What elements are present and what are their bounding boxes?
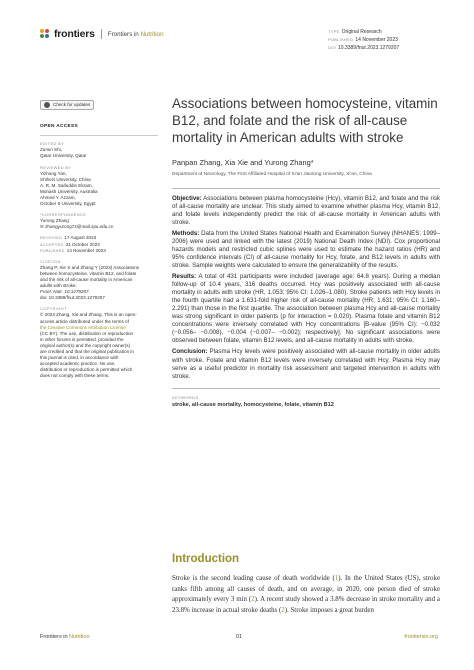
copyright-label: COPYRIGHT	[40, 306, 67, 312]
check-for-updates-label: Check for updates	[53, 102, 91, 107]
open-access-label: OPEN ACCESS	[40, 124, 79, 130]
introduction-heading: Introduction	[172, 553, 240, 565]
reference-link[interactable]: 2	[281, 606, 285, 614]
page-header	[40, 28, 438, 52]
article-authors: Panpan Zhang, Xia Xie and Yurong Zhang*	[172, 157, 314, 167]
article-doi: DOI 10.3389/fnut.2023.1279207	[328, 45, 400, 51]
page-number: 01	[235, 634, 243, 640]
reviewed-by-lines: Yizhong Yan, Shihezi University, China A. R. M. Saifuddin Ekram, Monash University, Australia Ahmed Y. Azzam, October 6 University, Egypt	[40, 170, 98, 207]
article-sidebar	[40, 100, 158, 380]
citation-label: CITATION	[40, 258, 61, 264]
article-type: TYPE Original Research	[328, 29, 382, 35]
abstract-objective: Objective: Associations between plasma homocysteine (Hcy), vitamin B12, and folate and the risk of all-cause mortality are unclear. This study aimed to examine whether plasma Hcy, vitamin B12, and folate levels independently predict the risk of all-cause mortality in American adults with stroke.	[172, 194, 440, 226]
keywords-divider	[172, 388, 440, 389]
reference-link[interactable]: 2	[251, 596, 255, 604]
correspondence-label: *CORRESPONDENCE	[40, 212, 87, 218]
introduction-text: Stroke is the second leading cause of death worldwide (1). In the United States (US), stroke ranks fifth among all causes of death, and on average, in 2020, one person died of stroke approximately every 3 min (2). A recent study showed a 3.8% decrease in stroke mortality and a 23.8% increase in actual stroke deaths (2). Stroke imposes a great burden	[172, 575, 441, 614]
page-footer	[40, 634, 438, 646]
update-check-icon	[44, 102, 50, 108]
article-dates: RECEIVED 17 August 2023 ACCEPTED 31 October 2023 PUBLISHED 14 November 2023	[40, 235, 106, 253]
edited-by-label: EDITED BY	[40, 141, 65, 147]
article-published: PUBLISHED 14 November 2023	[328, 37, 398, 43]
edited-by-lines: Zumin Shi, Qatar University, Qatar	[40, 147, 87, 159]
keywords-label: KEYWORDS	[172, 394, 199, 400]
abstract-divider	[172, 188, 440, 189]
correspondence-lines: Yurong Zhang ✉ zhangyurong72@mail.xjtu.edu.cn	[40, 218, 158, 230]
article-main	[172, 95, 440, 408]
logo-text: frontiers	[54, 28, 95, 40]
article-meta	[328, 28, 438, 52]
frontiers-logo[interactable]	[40, 28, 164, 40]
sidebar-divider	[40, 135, 158, 136]
citation-lines: Zhang P, Xie X and Zhang Y (2023) Associations between homocysteine, vitamin B12, and folate and the risk of all-cause mortality in American adults with stroke. Front. Nutr. 10:1279207. doi: 10.3389/fnut.2023.1279207	[40, 264, 140, 301]
cc-license-link[interactable]: the Creative Commons Attribution License	[40, 324, 126, 330]
journal-name: Frontiers in Nutrition	[107, 30, 164, 38]
reviewed-by-label: REVIEWED BY	[40, 164, 72, 170]
abstract-results: Results: A total of 431 participants were included (average age: 64.8 years). During a median follow-up of 10.4 years, 316 deaths occurred. Hcy was positively associated with all-cause mortality in adults with stroke (HR, 1.053; 95% CI: 1.026–1.080). Stroke patients with Hcy levels in the fourth quartile had a 1.631-fold higher risk of all-cause mortality (HR, 1.631; 95% CI: 1.160–2.291) than those in the first quartile. The association between plasma Hcy and all-cause mortality was strong significant in older patients (p for interaction = 0.020). Plasma folate and vitamin B12 concentrations were inversely correlated with Hcy concentrations [B-value (95% CI): −0.032 (−0.056– −0.008), −0.004 (−0.007– −0.002); respectively]. No significant associations were observed between folate, vitamin B12 levels, and all-cause mortality in adults with stroke.	[172, 273, 440, 345]
abstract-methods: Methods: Data from the United States National Health and Examination Survey (NHANES; 1999–2006) were used and linked with the latest (2019) National Death Index (NDI). Cox proportional hazards models and restricted cubic splines were used to estimate the hazard ratios (HR) and 95% confidence intervals (CI) of all-cause mortality for Hcy, folate, and B12 levels in adults with stroke. Sample weights were calculated to ensure the generalizability of the results.	[172, 229, 440, 269]
logo-divider	[101, 29, 102, 39]
article-affiliation: Department of Neurology, The First Affiliated Hospital of Xi'an Jiaotong University, Xi'an, China	[172, 171, 372, 177]
abstract	[172, 195, 440, 381]
abstract-conclusion: Conclusion: Plasma Hcy levels were positively associated with all-cause mortality in older adults with stroke. Folate and vitamin B12 levels were inversely correlated with Hcy. Plasma Hcy may serve as a useful predictor in mortality risk assessment and targeted intervention in adults with stroke.	[172, 348, 440, 380]
reference-link[interactable]: 1	[334, 575, 339, 582]
frontiers-logo-icon	[40, 29, 51, 40]
copyright-lines: © 2023 Zhang, Xie and Zhang. This is an open- access article distributed under the terms of the Creative Commons Attribution License (CC BY). The use, distribution or reproduction in other forums is permitted, provided the original author(s) and the copyright owner(s) are credited and that the original publication in this journal is cited, in accordance with accepted academic practice. No use, distribution or reproduction is permitted which does not comply with these terms.	[40, 312, 158, 379]
footer-site-link[interactable]: frontiersin.org	[404, 634, 438, 640]
article-title: Associations between homocysteine, vitamin B12, and folate and the risk of all-cause mortality in American adults with stroke	[172, 96, 438, 146]
check-for-updates-button[interactable]	[40, 100, 94, 110]
footer-journal: Frontiers in Nutrition	[40, 634, 90, 640]
correspondence-email-link[interactable]: ✉ zhangyurong72@mail.xjtu.edu.cn	[40, 224, 114, 230]
keywords: stroke, all-cause mortality, homocysteine, folate, vitamin B12	[172, 401, 334, 408]
